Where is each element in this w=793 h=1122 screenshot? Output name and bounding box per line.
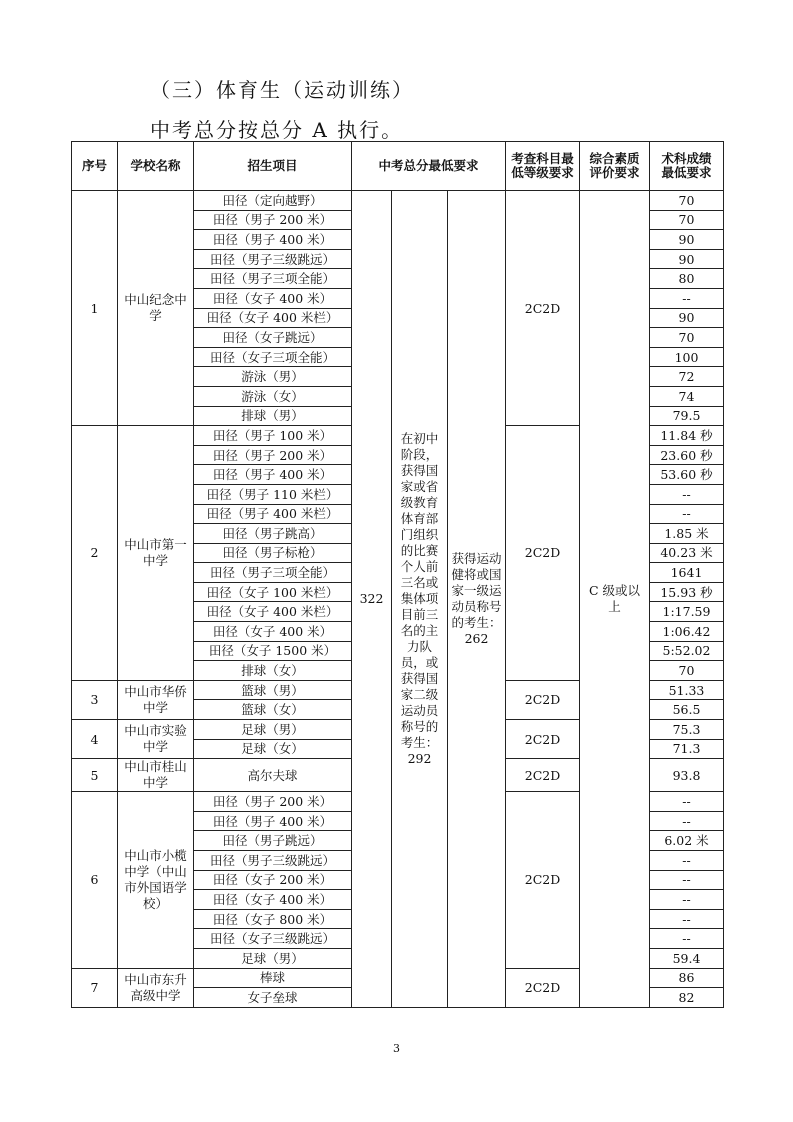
skill-score-cell: 75.3 bbox=[650, 720, 724, 740]
table-row bbox=[72, 191, 724, 211]
admission-table bbox=[71, 141, 724, 1008]
school-number: 5 bbox=[72, 759, 118, 792]
skill-score-cell: 90 bbox=[650, 230, 724, 250]
project-cell: 棒球 bbox=[194, 968, 352, 988]
project-cell: 足球（男） bbox=[194, 948, 352, 968]
skill-score-cell: 56.5 bbox=[650, 700, 724, 720]
skill-score-cell: 6.02 米 bbox=[650, 831, 724, 851]
skill-score-cell: 74 bbox=[650, 386, 724, 406]
skill-score-cell: 40.23 米 bbox=[650, 543, 724, 563]
skill-score-cell: 70 bbox=[650, 661, 724, 681]
skill-score-cell: -- bbox=[650, 909, 724, 929]
project-cell: 田径（女子三项全能） bbox=[194, 347, 352, 367]
page-number: 3 bbox=[393, 1042, 400, 1055]
project-cell: 田径（女子 100 米栏） bbox=[194, 582, 352, 602]
quality-requirement: C 级或以上 bbox=[580, 191, 650, 1008]
grade-requirement: 2C2D bbox=[506, 680, 580, 719]
project-cell: 田径（男子跳远） bbox=[194, 831, 352, 851]
skill-score-cell: 1641 bbox=[650, 563, 724, 583]
header-quality: 综合素质评价要求 bbox=[580, 142, 650, 191]
header-school: 学校名称 bbox=[118, 142, 194, 191]
skill-score-cell: 86 bbox=[650, 968, 724, 988]
project-cell: 田径（男子 100 米） bbox=[194, 426, 352, 446]
project-cell: 高尔夫球 bbox=[194, 759, 352, 792]
header-row bbox=[72, 142, 724, 191]
project-cell: 田径（女子 400 米栏） bbox=[194, 308, 352, 328]
grade-requirement: 2C2D bbox=[506, 191, 580, 426]
school-name: 中山市第一中学 bbox=[118, 426, 194, 681]
skill-score-cell: -- bbox=[650, 811, 724, 831]
project-cell: 田径（男子 400 米） bbox=[194, 811, 352, 831]
skill-score-cell: 23.60 秒 bbox=[650, 445, 724, 465]
score-condition-national: 获得运动健将或国家一级运动员称号的考生：262 bbox=[448, 191, 506, 1008]
grade-requirement: 2C2D bbox=[506, 759, 580, 792]
skill-score-cell: -- bbox=[650, 792, 724, 812]
grade-requirement: 2C2D bbox=[506, 426, 580, 681]
school-name: 中山市东升高级中学 bbox=[118, 968, 194, 1007]
header-score: 中考总分最低要求 bbox=[352, 142, 506, 191]
skill-score-cell: -- bbox=[650, 504, 724, 524]
skill-score-cell: -- bbox=[650, 484, 724, 504]
skill-score-cell: 79.5 bbox=[650, 406, 724, 426]
project-cell: 田径（男子三项全能） bbox=[194, 563, 352, 583]
skill-score-cell: 1:17.59 bbox=[650, 602, 724, 622]
project-cell: 排球（女） bbox=[194, 661, 352, 681]
skill-score-cell: 70 bbox=[650, 210, 724, 230]
skill-score-cell: 70 bbox=[650, 191, 724, 211]
school-number: 4 bbox=[72, 720, 118, 759]
school-number: 6 bbox=[72, 792, 118, 968]
school-number: 7 bbox=[72, 968, 118, 1007]
project-cell: 田径（男子三级跳远） bbox=[194, 851, 352, 871]
skill-score-cell: 51.33 bbox=[650, 680, 724, 700]
skill-score-cell: 53.60 秒 bbox=[650, 465, 724, 485]
header-project: 招生项目 bbox=[194, 142, 352, 191]
project-cell: 游泳（男） bbox=[194, 367, 352, 387]
section-heading: （三）体育生（运动训练） bbox=[150, 78, 414, 102]
header-grade: 考查科目最低等级要求 bbox=[506, 142, 580, 191]
project-cell: 田径（女子 200 米） bbox=[194, 870, 352, 890]
project-cell: 田径（女子 400 米） bbox=[194, 622, 352, 642]
project-cell: 田径（男子 200 米） bbox=[194, 210, 352, 230]
score-main: 322 bbox=[352, 191, 392, 1008]
skill-score-cell: 59.4 bbox=[650, 948, 724, 968]
skill-score-cell: 70 bbox=[650, 328, 724, 348]
school-number: 1 bbox=[72, 191, 118, 426]
skill-score-cell: -- bbox=[650, 890, 724, 910]
skill-score-cell: 82 bbox=[650, 988, 724, 1008]
project-cell: 田径（女子跳远） bbox=[194, 328, 352, 348]
skill-score-cell: 100 bbox=[650, 347, 724, 367]
project-cell: 田径（女子 400 米） bbox=[194, 288, 352, 308]
project-cell: 田径（男子 110 米栏） bbox=[194, 484, 352, 504]
skill-score-cell: 93.8 bbox=[650, 759, 724, 792]
project-cell: 田径（女子 400 米栏） bbox=[194, 602, 352, 622]
skill-score-cell: 15.93 秒 bbox=[650, 582, 724, 602]
table-body bbox=[72, 191, 724, 1008]
skill-score-cell: 80 bbox=[650, 269, 724, 289]
project-cell: 游泳（女） bbox=[194, 386, 352, 406]
header-no: 序号 bbox=[72, 142, 118, 191]
project-cell: 足球（女） bbox=[194, 739, 352, 759]
project-cell: 田径（男子标枪） bbox=[194, 543, 352, 563]
project-cell: 田径（女子 1500 米） bbox=[194, 641, 352, 661]
project-cell: 田径（男子跳高） bbox=[194, 524, 352, 544]
school-name: 中山市实验中学 bbox=[118, 720, 194, 759]
skill-score-cell: 5:52.02 bbox=[650, 641, 724, 661]
school-number: 2 bbox=[72, 426, 118, 681]
project-cell: 田径（男子 400 米） bbox=[194, 465, 352, 485]
project-cell: 田径（男子 200 米） bbox=[194, 792, 352, 812]
skill-score-cell: -- bbox=[650, 288, 724, 308]
header-skill: 术科成绩最低要求 bbox=[650, 142, 724, 191]
school-name: 中山纪念中学 bbox=[118, 191, 194, 426]
project-cell: 田径（女子三级跳远） bbox=[194, 929, 352, 949]
project-cell: 田径（男子 400 米） bbox=[194, 230, 352, 250]
project-cell: 田径（女子 400 米） bbox=[194, 890, 352, 910]
project-cell: 女子垒球 bbox=[194, 988, 352, 1008]
skill-score-cell: 72 bbox=[650, 367, 724, 387]
section-subheading: 中考总分按总分 A 执行。 bbox=[150, 118, 404, 142]
school-number: 3 bbox=[72, 680, 118, 719]
skill-score-cell: 1:06.42 bbox=[650, 622, 724, 642]
project-cell: 篮球（男） bbox=[194, 680, 352, 700]
project-cell: 排球（男） bbox=[194, 406, 352, 426]
grade-requirement: 2C2D bbox=[506, 720, 580, 759]
grade-requirement: 2C2D bbox=[506, 792, 580, 968]
project-cell: 田径（男子三项全能） bbox=[194, 269, 352, 289]
skill-score-cell: -- bbox=[650, 851, 724, 871]
project-cell: 篮球（女） bbox=[194, 700, 352, 720]
project-cell: 田径（男子三级跳远） bbox=[194, 249, 352, 269]
school-name: 中山市小榄中学（中山市外国语学校） bbox=[118, 792, 194, 968]
skill-score-cell: 11.84 秒 bbox=[650, 426, 724, 446]
skill-score-cell: 71.3 bbox=[650, 739, 724, 759]
school-name: 中山市桂山中学 bbox=[118, 759, 194, 792]
skill-score-cell: 90 bbox=[650, 308, 724, 328]
skill-score-cell: 90 bbox=[650, 249, 724, 269]
project-cell: 田径（男子 200 米） bbox=[194, 445, 352, 465]
project-cell: 田径（男子 400 米栏） bbox=[194, 504, 352, 524]
project-cell: 足球（男） bbox=[194, 720, 352, 740]
score-condition-provincial: 在初中阶段，获得国家或省级教育体育部门组织的比赛个人前三名或集体项目前三名的主力队员，或获得国家二级运动员称号的考生：292 bbox=[392, 191, 448, 1008]
grade-requirement: 2C2D bbox=[506, 968, 580, 1007]
skill-score-cell: -- bbox=[650, 870, 724, 890]
project-cell: 田径（定向越野） bbox=[194, 191, 352, 211]
skill-score-cell: -- bbox=[650, 929, 724, 949]
skill-score-cell: 1.85 米 bbox=[650, 524, 724, 544]
school-name: 中山市华侨中学 bbox=[118, 680, 194, 719]
project-cell: 田径（女子 800 米） bbox=[194, 909, 352, 929]
